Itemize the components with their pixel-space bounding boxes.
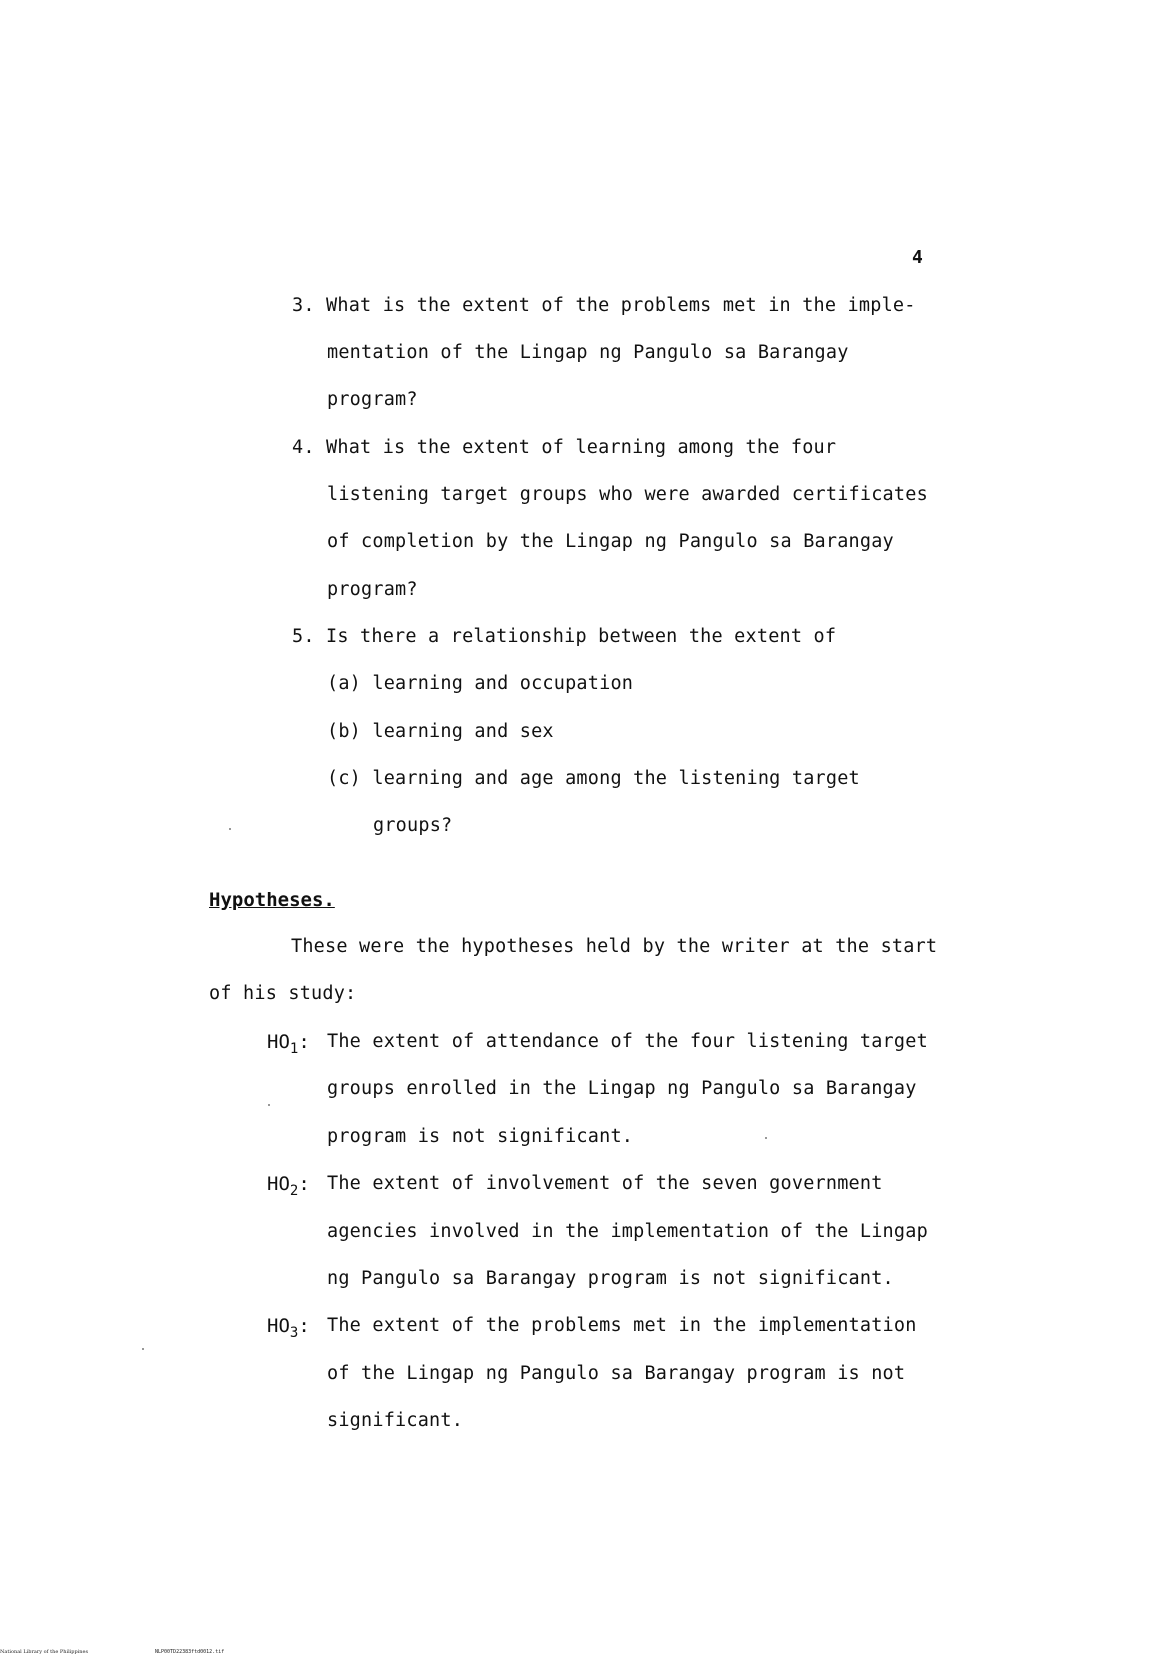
scan-speck (765, 1137, 767, 1139)
scan-speck (142, 1348, 144, 1350)
footer-file-name: NLP00TD22383ftd0012.tif (155, 1649, 225, 1655)
question-3-line-3: program? (327, 389, 418, 410)
hypotheses-heading: Hypotheses. (209, 889, 335, 911)
question-3-line-1: 3. What is the extent of the problems met in the imple- (292, 295, 916, 316)
hypothesis-3-label: $HO_3$: (267, 1315, 310, 1341)
hypothesis-1-line-2: groups enrolled in the Lingap ng Pangulo sa Barangay (327, 1078, 917, 1099)
page-number: 4 (912, 247, 923, 268)
hypothesis-1-label: $HO_1$: (267, 1031, 310, 1057)
question-5-sub-b: (b) learning and sex (327, 721, 554, 742)
hypothesis-3-line-3: significant. (327, 1410, 464, 1431)
question-4-line-3: of completion by the Lingap ng Pangulo sa Barangay (327, 531, 894, 552)
question-5-sub-c-continued: groups? (373, 815, 453, 836)
hypothesis-1-line-1: The extent of attendance of the four listening target (327, 1031, 928, 1052)
hypothesis-2-line-3: ng Pangulo sa Barangay program is not significant. (327, 1268, 894, 1289)
hypothesis-3-line-1: The extent of the problems met in the implementation (327, 1315, 917, 1336)
question-3-line-2: mentation of the Lingap ng Pangulo sa Barangay (327, 342, 849, 363)
question-5-sub-a: (a) learning and occupation (327, 673, 634, 694)
scan-speck (268, 1104, 270, 1106)
footer-library-name: National Library of the Philippines (0, 1649, 89, 1655)
question-4-line-1: 4. What is the extent of learning among the four (292, 437, 837, 458)
hypothesis-1-line-3: program is not significant. (327, 1126, 634, 1147)
question-4-line-4: program? (327, 579, 418, 600)
question-5-line-1: 5. Is there a relationship between the extent of (292, 626, 837, 647)
scan-speck (229, 828, 231, 830)
hypothesis-2-line-1: The extent of involvement of the seven government (327, 1173, 883, 1194)
question-4-line-2: listening target groups who were awarded certificates (327, 484, 928, 505)
hypothesis-2-label: $HO_2$: (267, 1173, 310, 1199)
question-5-sub-c: (c) learning and age among the listening target (327, 768, 860, 789)
hypotheses-intro-line-1: These were the hypotheses held by the writer at the start (291, 936, 938, 957)
hypotheses-intro-line-2: of his study: (209, 983, 357, 1004)
hypothesis-2-line-2: agencies involved in the implementation of the Lingap (327, 1221, 928, 1242)
hypothesis-3-line-2: of the Lingap ng Pangulo sa Barangay program is not (327, 1363, 906, 1384)
